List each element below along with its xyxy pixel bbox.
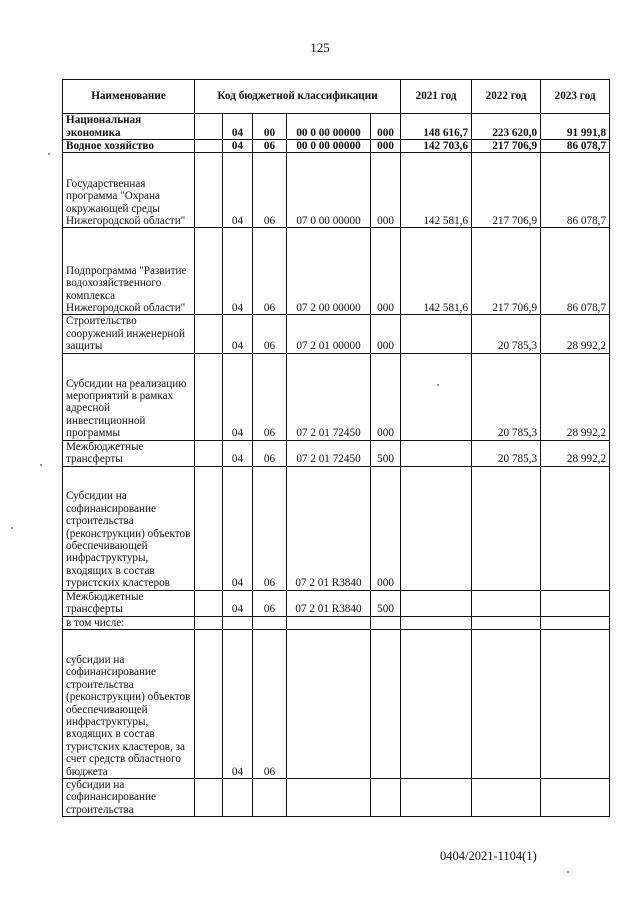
row-subsection: 06	[253, 440, 287, 466]
row-section	[223, 779, 253, 817]
row-section: 04	[223, 466, 253, 590]
row-expense-type: 500	[371, 590, 401, 616]
row-section: 04	[223, 315, 253, 353]
row-value-2022: 20 785,3	[472, 315, 541, 353]
row-value-2021	[401, 590, 472, 616]
table-row	[63, 153, 610, 228]
row-section: 04	[223, 140, 253, 153]
header-name: Наименование	[63, 80, 195, 114]
row-value-2021	[401, 440, 472, 466]
row-expense-type: 000	[371, 153, 401, 228]
row-name: Подпрограмма "Развитие водохозяйственного комплекса Нижегородской области"	[63, 228, 195, 315]
row-spacer	[195, 353, 223, 440]
row-value-2021	[401, 353, 472, 440]
row-name: Национальная экономика	[63, 114, 195, 140]
row-value-2023: 86 078,7	[541, 153, 610, 228]
row-name: Государственная программа "Охрана окружающей среды Нижегородской области"	[63, 153, 195, 228]
row-spacer	[195, 114, 223, 140]
row-value-2023: 28 992,2	[541, 315, 610, 353]
scan-speck	[11, 527, 13, 529]
row-target-article	[287, 616, 371, 629]
row-value-2022: 223 620,0	[472, 114, 541, 140]
row-target-article: 07 2 01 R3840	[287, 590, 371, 616]
row-target-article	[287, 779, 371, 817]
row-value-2021: 148 616,7	[401, 114, 472, 140]
row-expense-type	[371, 616, 401, 629]
header-2021: 2021 год	[401, 80, 472, 114]
row-value-2021	[401, 630, 472, 779]
row-subsection: 06	[253, 590, 287, 616]
row-target-article: 00 0 00 00000	[287, 114, 371, 140]
row-spacer	[195, 153, 223, 228]
row-value-2023	[541, 630, 610, 779]
row-name: Субсидии на софинансирование строительства (реконструкции) объектов обеспечивающей инфраструктуры, входящих в состав туристских кластеров	[63, 466, 195, 590]
row-value-2022: 217 706,9	[472, 228, 541, 315]
scan-speck	[437, 384, 439, 386]
row-section: 04	[223, 440, 253, 466]
row-section	[223, 616, 253, 629]
row-value-2022	[472, 616, 541, 629]
row-expense-type: 500	[371, 440, 401, 466]
row-target-article: 07 2 01 72450	[287, 353, 371, 440]
row-value-2023: 28 992,2	[541, 353, 610, 440]
row-value-2023	[541, 466, 610, 590]
table-row	[63, 779, 610, 817]
row-subsection: 06	[253, 153, 287, 228]
row-subsection	[253, 616, 287, 629]
row-value-2023: 86 078,7	[541, 140, 610, 153]
row-expense-type	[371, 779, 401, 817]
row-expense-type: 000	[371, 140, 401, 153]
row-section: 04	[223, 228, 253, 315]
row-name: Строительство сооружений инженерной защиты	[63, 315, 195, 353]
row-spacer	[195, 779, 223, 817]
row-section: 04	[223, 630, 253, 779]
row-value-2021	[401, 466, 472, 590]
row-value-2021: 142 703,6	[401, 140, 472, 153]
row-subsection: 06	[253, 630, 287, 779]
row-subsection: 06	[253, 353, 287, 440]
row-spacer	[195, 315, 223, 353]
document-code: 0404/2021-1104(1)	[440, 849, 537, 863]
row-name: Межбюджетные трансферты	[63, 590, 195, 616]
row-value-2023	[541, 616, 610, 629]
header-code: Код бюджетной классификации	[195, 80, 401, 114]
row-expense-type: 000	[371, 228, 401, 315]
row-spacer	[195, 590, 223, 616]
row-value-2022	[472, 779, 541, 817]
row-spacer	[195, 440, 223, 466]
row-subsection: 06	[253, 228, 287, 315]
header-2023: 2023 год	[541, 80, 610, 114]
table-row	[63, 140, 610, 153]
table-row	[63, 114, 610, 140]
row-value-2022	[472, 630, 541, 779]
row-name: Водное хозяйство	[63, 140, 195, 153]
table-row	[63, 630, 610, 779]
page-number: 125	[310, 40, 330, 55]
scan-speck	[40, 464, 42, 466]
row-target-article: 00 0 00 00000	[287, 140, 371, 153]
row-spacer	[195, 140, 223, 153]
row-value-2021	[401, 616, 472, 629]
row-name: в том числе:	[63, 616, 195, 629]
scan-speck	[567, 871, 569, 873]
row-expense-type: 000	[371, 114, 401, 140]
table-row	[63, 590, 610, 616]
row-value-2023	[541, 779, 610, 817]
row-target-article	[287, 630, 371, 779]
row-value-2022	[472, 466, 541, 590]
row-value-2023: 28 992,2	[541, 440, 610, 466]
row-value-2021	[401, 315, 472, 353]
row-subsection	[253, 779, 287, 817]
table-row	[63, 440, 610, 466]
row-target-article: 07 2 01 00000	[287, 315, 371, 353]
budget-table	[62, 79, 610, 817]
row-name: субсидии на софинансирование строительства	[63, 779, 195, 817]
row-value-2023: 91 991,8	[541, 114, 610, 140]
row-value-2021: 142 581,6	[401, 153, 472, 228]
row-value-2022: 20 785,3	[472, 353, 541, 440]
row-expense-type: 000	[371, 353, 401, 440]
table-row	[63, 353, 610, 440]
row-expense-type: 000	[371, 466, 401, 590]
row-name: Межбюджетные трансферты	[63, 440, 195, 466]
row-section: 04	[223, 153, 253, 228]
row-subsection: 06	[253, 315, 287, 353]
row-name: субсидии на софинансирование строительства (реконструкции) объектов обеспечивающей инфраструктуры, входящих в состав туристских кластеров, за счет средств областного бюджета	[63, 630, 195, 779]
row-section: 04	[223, 353, 253, 440]
row-target-article: 07 2 01 72450	[287, 440, 371, 466]
row-value-2021	[401, 779, 472, 817]
row-spacer	[195, 630, 223, 779]
row-value-2021: 142 581,6	[401, 228, 472, 315]
row-spacer	[195, 616, 223, 629]
row-expense-type	[371, 630, 401, 779]
scan-speck	[48, 153, 50, 155]
row-value-2022	[472, 590, 541, 616]
row-value-2023: 86 078,7	[541, 228, 610, 315]
row-spacer	[195, 466, 223, 590]
row-subsection: 06	[253, 140, 287, 153]
row-expense-type: 000	[371, 315, 401, 353]
row-target-article: 07 2 01 R3840	[287, 466, 371, 590]
row-target-article: 07 2 00 00000	[287, 228, 371, 315]
row-value-2022: 217 706,9	[472, 153, 541, 228]
row-name: Субсидии на реализацию мероприятий в рамках адресной инвестиционной программы	[63, 353, 195, 440]
row-subsection: 00	[253, 114, 287, 140]
header-2022: 2022 год	[472, 80, 541, 114]
row-value-2022: 20 785,3	[472, 440, 541, 466]
header-row	[63, 80, 610, 114]
row-value-2023	[541, 590, 610, 616]
table-row	[63, 616, 610, 629]
row-value-2022: 217 706,9	[472, 140, 541, 153]
row-section: 04	[223, 590, 253, 616]
table-row	[63, 466, 610, 590]
row-subsection: 06	[253, 466, 287, 590]
table-row	[63, 228, 610, 315]
row-target-article: 07 0 00 00000	[287, 153, 371, 228]
table-row	[63, 315, 610, 353]
row-spacer	[195, 228, 223, 315]
row-section: 04	[223, 114, 253, 140]
